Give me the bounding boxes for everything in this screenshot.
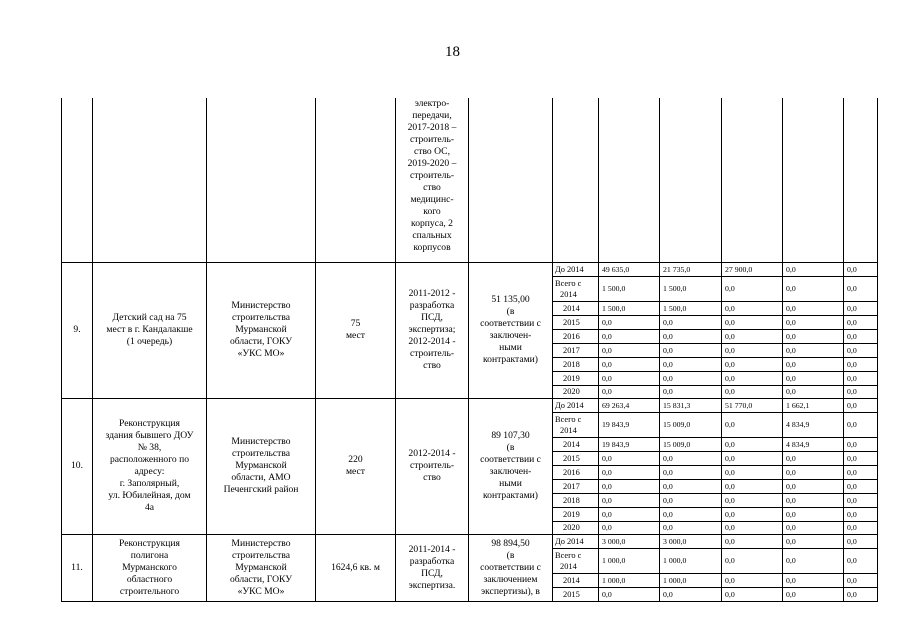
cell-value: 0,0 [660, 479, 722, 493]
text-line: ство [423, 472, 441, 483]
cell-year: 2017 [553, 343, 599, 357]
cell-value: 0,0 [722, 507, 783, 521]
text-line: ПСД, [421, 312, 443, 323]
text-line: Мурманской [235, 324, 287, 335]
text-line: Мурманской [235, 561, 287, 573]
text-line: Реконструкция [119, 418, 180, 429]
cell-value: 15 009,0 [660, 412, 722, 437]
cell-year [553, 276, 599, 301]
text-line: ПСД, [421, 567, 443, 579]
cell-value: 0,0 [722, 587, 783, 601]
cell-value: 0,0 [844, 465, 878, 479]
cell-stage [396, 398, 469, 534]
text-line: 2019-2020 – [407, 158, 457, 169]
text-line: строитель- [409, 134, 455, 145]
text-line: Печенгский район [223, 484, 299, 495]
cell-value: 0,0 [844, 507, 878, 521]
cell-value: 0,0 [722, 301, 783, 315]
text-line: строительного [119, 585, 180, 597]
continued-stage-text [398, 98, 466, 254]
cell-value: 1 000,0 [599, 548, 660, 573]
text-line: 220 [348, 454, 363, 465]
text-line: разработка [409, 555, 455, 567]
cell-value: 1 500,0 [599, 301, 660, 315]
cell-customer [207, 98, 316, 262]
text-line: строительства [231, 448, 291, 459]
cell-value: 0,0 [660, 315, 722, 329]
cell-value: 0,0 [722, 521, 783, 534]
cell-value: 1 000,0 [599, 573, 660, 587]
cell-value: 0,0 [844, 548, 878, 573]
text-line: области, АМО [231, 472, 291, 483]
cell-value: 0,0 [783, 329, 844, 343]
text-line: экспертиза. [408, 579, 456, 591]
cell-value: 0,0 [722, 534, 783, 548]
cell-value [660, 98, 722, 262]
cell-value: 0,0 [660, 587, 722, 601]
cell-capacity [316, 262, 396, 398]
text-line: строитель- [409, 460, 455, 471]
cell-value: 0,0 [844, 262, 878, 276]
continued-row [62, 98, 878, 262]
cell-value: 0,0 [722, 493, 783, 507]
cell-value: 49 635,0 [599, 262, 660, 276]
cell-value: 0,0 [783, 521, 844, 534]
text-line: Детский сад на 75 [112, 312, 187, 323]
text-line: (в [506, 442, 515, 453]
cell-value: 0,0 [722, 357, 783, 371]
cell-value: 4 834,9 [783, 412, 844, 437]
cell-value: 0,0 [844, 412, 878, 437]
text-line: строительства [231, 312, 291, 323]
cell-value: 0,0 [783, 385, 844, 398]
text-line: ными [499, 342, 522, 353]
text-line: ство [423, 182, 441, 193]
text-line: Министерство [231, 300, 291, 311]
cell-value: 0,0 [722, 573, 783, 587]
cell-value: 0,0 [844, 357, 878, 371]
text-line: ул. Юбилейная, дом [108, 490, 191, 501]
cell-value: 15 831,3 [660, 398, 722, 412]
cell-value: 0,0 [599, 507, 660, 521]
cell-value: 0,0 [783, 573, 844, 587]
text-line: строитель- [409, 170, 455, 181]
cell-value: 0,0 [599, 343, 660, 357]
cell-value: 0,0 [599, 521, 660, 534]
text-line: разработка [409, 300, 455, 311]
text-line: № 38, [137, 442, 162, 453]
cell-value: 0,0 [660, 385, 722, 398]
cell-year: 2018 [553, 357, 599, 371]
cell-num: 10. [62, 398, 93, 534]
cell-value: 0,0 [722, 329, 783, 343]
cell-value: 0,0 [660, 521, 722, 534]
text-line: медицинс- [410, 194, 454, 205]
text-line: корпуса, 2 [411, 218, 453, 229]
page-number: 18 [445, 44, 460, 60]
cell-value: 0,0 [844, 385, 878, 398]
text-line: 2012-2014 - [408, 336, 456, 347]
text-line: мест в г. Кандалакше [106, 324, 193, 335]
text-line: 51 135,00 [491, 294, 530, 305]
object-list-table [61, 98, 878, 602]
cell-year: 2020 [553, 521, 599, 534]
cell-num: 11. [62, 534, 93, 601]
text-line: полигона [130, 549, 169, 561]
cell-value: 1 000,0 [660, 548, 722, 573]
text-line: заключен- [489, 330, 532, 341]
cell-value: 0,0 [599, 385, 660, 398]
text-line: строитель- [409, 348, 455, 359]
text-line: ными [499, 478, 522, 489]
cell-value: 0,0 [599, 329, 660, 343]
cell-year: 2014 [553, 437, 599, 451]
text-line: 1624,6 кв. м [331, 561, 380, 573]
cell-value: 0,0 [844, 276, 878, 301]
cell-value: 0,0 [722, 371, 783, 385]
cell-value: 0,0 [844, 573, 878, 587]
cell-value: 0,0 [783, 465, 844, 479]
cell-value: 0,0 [783, 276, 844, 301]
cell-value: 27 900,0 [722, 262, 783, 276]
cell-value: 3 000,0 [599, 534, 660, 548]
table-row [62, 262, 878, 276]
cell-value: 0,0 [844, 451, 878, 465]
cell-value [783, 98, 844, 262]
text-line: электро- [414, 98, 450, 109]
cell-year: 2015 [553, 315, 599, 329]
cell-value: 0,0 [844, 371, 878, 385]
text-line: 2017-2018 – [407, 122, 457, 133]
cell-stage [396, 98, 469, 262]
cell-stage [396, 262, 469, 398]
cell-value: 3 000,0 [660, 534, 722, 548]
cell-value: 0,0 [599, 465, 660, 479]
cell-cost [469, 98, 553, 262]
text-line: Всего с [555, 278, 582, 288]
text-line: Реконструкция [119, 537, 180, 549]
cell-name [93, 534, 207, 601]
text-line: областного [126, 573, 173, 585]
text-line: 4а [144, 502, 155, 513]
cell-name [93, 262, 207, 398]
text-line: г. Заполярный, [119, 478, 180, 489]
cell-value: 0,0 [660, 371, 722, 385]
cell-value: 0,0 [599, 357, 660, 371]
cell-capacity [316, 398, 396, 534]
cell-value: 0,0 [783, 507, 844, 521]
cell-year: 2015 [553, 587, 599, 601]
cell-year: 2020 [553, 385, 599, 398]
cell-customer [207, 262, 316, 398]
text-line: экспертиза; [408, 324, 456, 335]
table-row [62, 398, 878, 412]
text-line: Министерство [231, 537, 291, 549]
text-line: ство ОС, [414, 146, 450, 157]
cell-value: 0,0 [783, 534, 844, 548]
cell-value: 0,0 [844, 587, 878, 601]
cell-value: 0,0 [783, 315, 844, 329]
text-line: здания бывшего ДОУ [105, 430, 194, 441]
cell-value: 0,0 [599, 493, 660, 507]
text-line: 2014 [560, 561, 577, 571]
text-line: 89 107,30 [491, 430, 530, 441]
cell-year: 2019 [553, 507, 599, 521]
text-line: соответствии с [480, 454, 541, 465]
cell-year [553, 548, 599, 573]
cell-year [553, 98, 599, 262]
text-line: расположенного по [109, 454, 190, 465]
text-line: строительства [231, 549, 291, 561]
cell-customer [207, 534, 316, 601]
cell-value [722, 98, 783, 262]
cell-value: 0,0 [722, 437, 783, 451]
cell-value: 0,0 [722, 465, 783, 479]
cell-value: 0,0 [660, 451, 722, 465]
text-line: 2011-2012 - [408, 288, 456, 299]
cell-value: 1 662,1 [783, 398, 844, 412]
cell-value: 1 000,0 [660, 573, 722, 587]
cell-value: 0,0 [844, 301, 878, 315]
text-line: Всего с [555, 414, 582, 424]
text-line: «УКС МО» [237, 348, 285, 359]
cell-value: 0,0 [599, 587, 660, 601]
cell-value: 0,0 [660, 329, 722, 343]
text-line: соответствии с [480, 561, 541, 573]
cell-num: 9. [62, 262, 93, 398]
cell-value: 0,0 [844, 479, 878, 493]
text-line: 2012-2014 - [408, 448, 456, 459]
text-line: 2014 [560, 289, 577, 299]
text-line: мест [345, 330, 366, 341]
cell-stage [396, 534, 469, 601]
cell-capacity [316, 98, 396, 262]
cell-value: 0,0 [722, 479, 783, 493]
text-line: (в [506, 306, 515, 317]
cell-value: 0,0 [844, 315, 878, 329]
cell-value: 0,0 [783, 548, 844, 573]
cell-value: 0,0 [783, 262, 844, 276]
cell-cost [469, 262, 553, 398]
text-line: области, ГОКУ [229, 336, 293, 347]
text-line: экспертизы), в [481, 585, 540, 597]
cell-value: 0,0 [783, 479, 844, 493]
table-body [62, 98, 878, 601]
cell-year: 2014 [553, 573, 599, 587]
text-line: адресу: [134, 466, 165, 477]
text-line: 75 [350, 318, 361, 329]
cell-value [844, 98, 878, 262]
text-line: корпусов [413, 242, 451, 253]
cell-value: 0,0 [783, 587, 844, 601]
cell-year: 2016 [553, 465, 599, 479]
cell-capacity [316, 534, 396, 601]
cell-value: 0,0 [660, 507, 722, 521]
text-line: соответствии с [480, 318, 541, 329]
table-row [62, 534, 878, 548]
cell-value: 0,0 [599, 451, 660, 465]
cell-value: 0,0 [722, 412, 783, 437]
text-line: 2011-2014 - [408, 543, 456, 555]
cell-value: 1 500,0 [660, 301, 722, 315]
cell-value: 4 834,9 [783, 437, 844, 451]
text-line: Всего с [555, 550, 582, 560]
cell-value: 69 263,4 [599, 398, 660, 412]
cell-value: 0,0 [722, 343, 783, 357]
cell-name [93, 98, 207, 262]
cell-value: 1 500,0 [599, 276, 660, 301]
cell-value: 0,0 [722, 276, 783, 301]
cell-value: 0,0 [722, 315, 783, 329]
cell-value: 0,0 [660, 343, 722, 357]
cell-value: 0,0 [783, 371, 844, 385]
cell-year: 2019 [553, 371, 599, 385]
cell-value: 0,0 [783, 493, 844, 507]
text-line: ство [423, 360, 441, 371]
cell-value: 21 735,0 [660, 262, 722, 276]
cell-num [62, 98, 93, 262]
text-line: спальных [412, 230, 452, 241]
text-line: 2014 [560, 425, 577, 435]
cell-value: 0,0 [844, 398, 878, 412]
cell-value: 0,0 [783, 357, 844, 371]
cell-year: До 2014 [553, 534, 599, 548]
text-line: заключением [483, 573, 538, 585]
cell-value: 19 843,9 [599, 412, 660, 437]
cell-value: 0,0 [599, 371, 660, 385]
cell-value: 51 770,0 [722, 398, 783, 412]
cell-value: 0,0 [783, 301, 844, 315]
cell-value: 0,0 [844, 521, 878, 534]
cell-customer [207, 398, 316, 534]
cell-value: 0,0 [783, 451, 844, 465]
cell-value: 0,0 [844, 343, 878, 357]
cell-value: 15 009,0 [660, 437, 722, 451]
cell-year: 2014 [553, 301, 599, 315]
cell-year: 2015 [553, 451, 599, 465]
cell-year: 2018 [553, 493, 599, 507]
cell-value: 0,0 [660, 465, 722, 479]
cell-name [93, 398, 207, 534]
text-line: заключен- [489, 466, 532, 477]
text-line: 98 894,50 [491, 537, 530, 549]
text-line: Мурманской [235, 460, 287, 471]
text-line: контрактами) [483, 490, 538, 501]
cell-value: 0,0 [599, 315, 660, 329]
text-line: (1 очередь) [126, 336, 173, 347]
text-line: «УКС МО» [237, 585, 285, 597]
cell-value: 0,0 [844, 329, 878, 343]
cell-value: 0,0 [722, 451, 783, 465]
text-line: Мурманского [122, 561, 177, 573]
cell-year: До 2014 [553, 262, 599, 276]
cell-value: 0,0 [722, 385, 783, 398]
cell-cost [469, 534, 553, 601]
cell-value: 0,0 [599, 479, 660, 493]
cell-value: 0,0 [844, 437, 878, 451]
cell-value: 0,0 [844, 534, 878, 548]
cell-value: 0,0 [783, 343, 844, 357]
cell-value: 0,0 [722, 548, 783, 573]
text-line: области, ГОКУ [229, 573, 293, 585]
text-line: кого [423, 206, 441, 217]
cell-value [599, 98, 660, 262]
cell-value: 1 500,0 [660, 276, 722, 301]
text-line: контрактами) [483, 354, 538, 365]
cell-value: 0,0 [844, 493, 878, 507]
text-line: Министерство [231, 436, 291, 447]
cell-value: 19 843,9 [599, 437, 660, 451]
cell-value: 0,0 [660, 357, 722, 371]
text-line: (в [506, 549, 515, 561]
cell-cost [469, 398, 553, 534]
cell-year [553, 412, 599, 437]
text-line: передачи, [412, 110, 452, 121]
cell-value: 0,0 [660, 493, 722, 507]
cell-year: 2016 [553, 329, 599, 343]
cell-year: До 2014 [553, 398, 599, 412]
cell-year: 2017 [553, 479, 599, 493]
text-line: мест [345, 466, 366, 477]
